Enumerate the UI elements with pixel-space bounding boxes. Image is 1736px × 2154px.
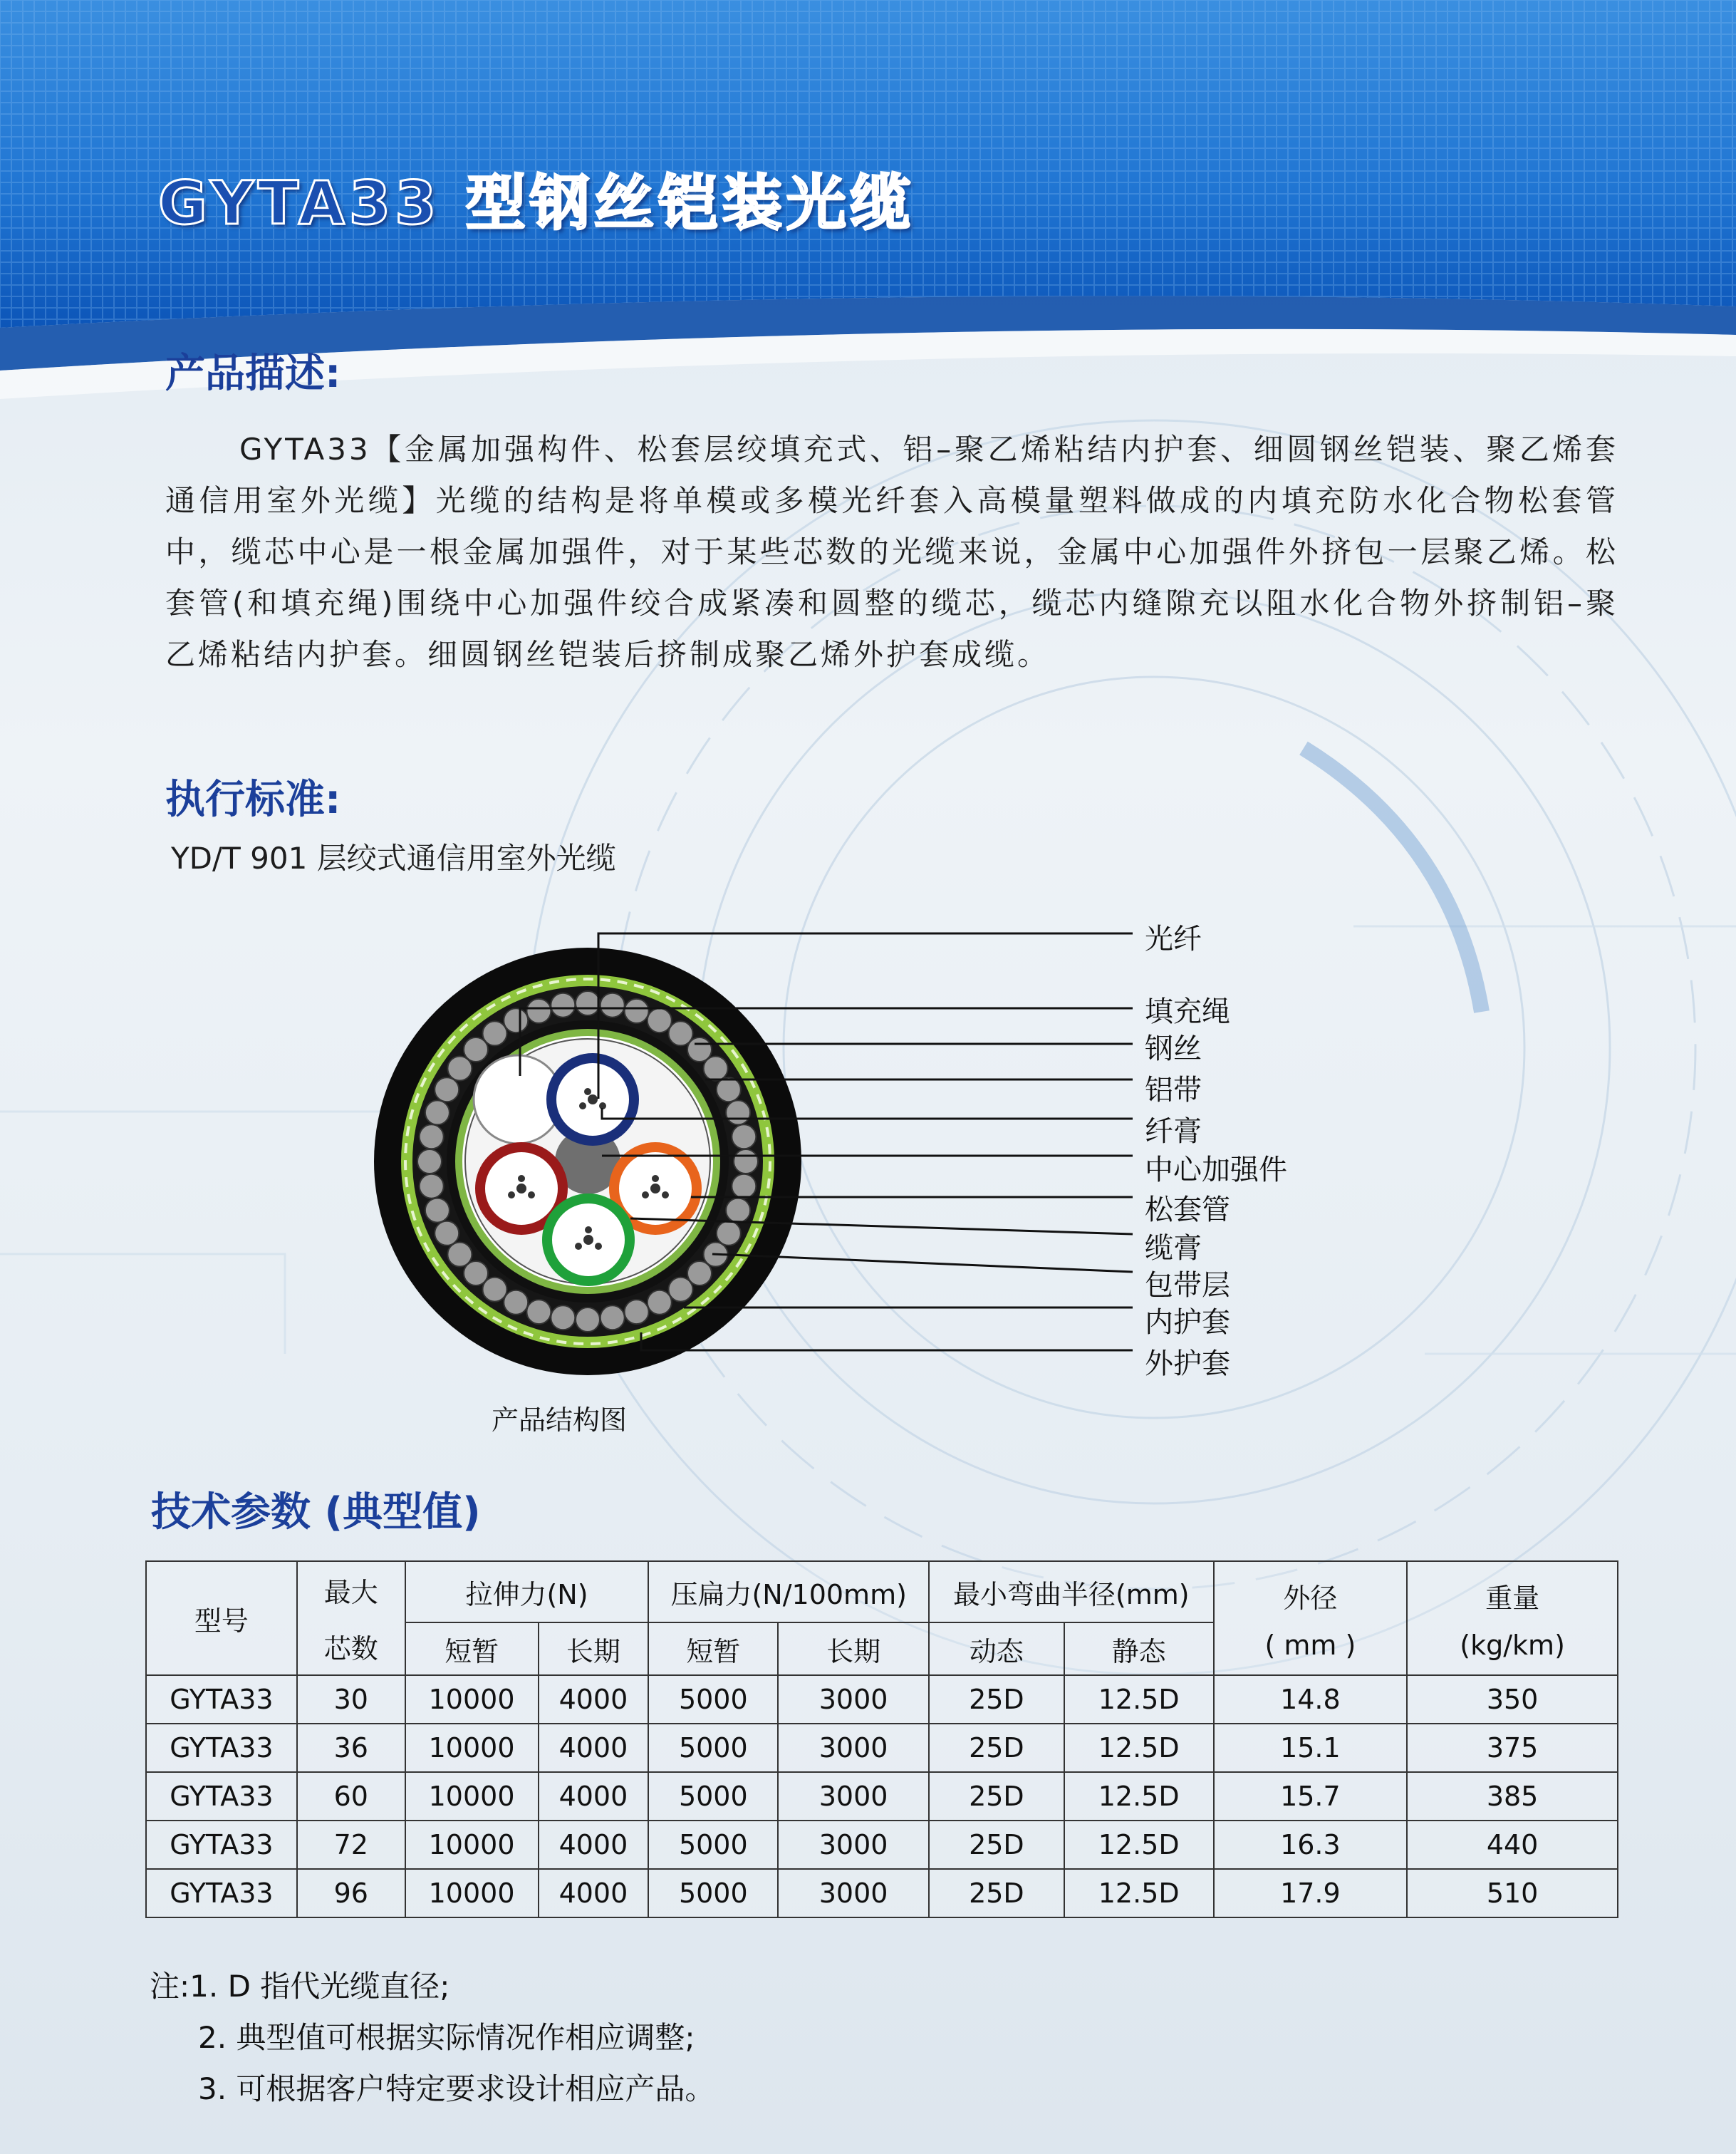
cell-tensile-long: 4000	[539, 1821, 649, 1869]
steel-wire	[551, 993, 575, 1018]
standard-heading: 执行标准:	[165, 777, 341, 823]
header-crush-short: 短暂	[648, 1622, 778, 1675]
cell-model: GYTA33	[146, 1724, 297, 1772]
cell-max-cores: 72	[297, 1821, 405, 1869]
cell-crush-short: 5000	[648, 1724, 778, 1772]
header-max-cores-line2: 芯数	[323, 1633, 378, 1664]
steel-wire	[625, 999, 649, 1023]
cell-max-cores: 30	[297, 1675, 405, 1724]
steel-wire	[732, 1174, 756, 1198]
cell-weight: 375	[1407, 1724, 1618, 1772]
header-max-cores	[297, 1561, 405, 1675]
steel-wire	[435, 1221, 459, 1246]
cell-crush-short: 5000	[648, 1821, 778, 1869]
cable-cross-section	[374, 948, 801, 1375]
steel-wire	[420, 1124, 444, 1149]
header-diameter-line2: ( mm )	[1264, 1629, 1356, 1661]
table-row	[146, 1772, 1618, 1821]
steel-wire	[483, 1021, 507, 1045]
header-crush: 压扁力(N/100mm)	[648, 1561, 929, 1622]
specs-heading: 技术参数 (典型值)	[151, 1489, 481, 1536]
cell-weight: 440	[1407, 1821, 1618, 1869]
diagram-caption: 产品结构图	[492, 1404, 628, 1436]
cell-diameter: 15.7	[1214, 1772, 1408, 1821]
steel-wire	[447, 1243, 472, 1267]
steel-wire	[704, 1057, 728, 1081]
cell-bend-static: 12.5D	[1064, 1869, 1214, 1917]
steel-wire	[425, 1100, 449, 1124]
specs-table	[145, 1560, 1618, 1918]
cell-bend-dynamic: 25D	[929, 1869, 1064, 1917]
steel-wire	[526, 999, 551, 1023]
cell-crush-long: 3000	[778, 1821, 929, 1869]
steel-wire	[726, 1100, 750, 1124]
table-header-row	[146, 1561, 1618, 1622]
header-weight-line1: 重量	[1485, 1582, 1540, 1614]
steel-wire	[648, 1008, 672, 1032]
label-loose-tube: 松套管	[1145, 1193, 1230, 1226]
table-row	[146, 1869, 1618, 1917]
steel-wire	[447, 1057, 472, 1081]
cell-diameter: 16.3	[1214, 1821, 1408, 1869]
cell-crush-long: 3000	[778, 1675, 929, 1724]
cell-crush-long: 3000	[778, 1724, 929, 1772]
cell-bend-dynamic: 25D	[929, 1724, 1064, 1772]
steel-wire	[504, 1008, 528, 1032]
steel-wire	[483, 1278, 507, 1302]
cell-tensile-short: 10000	[405, 1675, 539, 1724]
label-steel-wire: 钢丝	[1145, 1032, 1202, 1065]
steel-wire	[551, 1305, 575, 1330]
label-outer-sheath: 外护套	[1145, 1347, 1230, 1380]
label-fiber-gel: 纤膏	[1145, 1115, 1202, 1148]
cell-bend-dynamic: 25D	[929, 1675, 1064, 1724]
steel-wire	[576, 991, 600, 1015]
header-tensile: 拉伸力(N)	[405, 1561, 649, 1622]
cell-tensile-short: 10000	[405, 1869, 539, 1917]
steel-wire	[732, 1124, 756, 1149]
label-inner-sheath: 内护套	[1145, 1306, 1230, 1339]
header-max-cores-line1: 最大	[323, 1577, 378, 1608]
cell-tensile-short: 10000	[405, 1821, 539, 1869]
cell-bend-static: 12.5D	[1064, 1821, 1214, 1869]
cell-max-cores: 96	[297, 1869, 405, 1917]
steel-wire	[435, 1077, 459, 1102]
table-row	[146, 1724, 1618, 1772]
header-bend-static: 静态	[1064, 1622, 1214, 1675]
cell-model: GYTA33	[146, 1675, 297, 1724]
steel-wire	[420, 1174, 444, 1198]
cell-diameter: 14.8	[1214, 1675, 1408, 1724]
header-tensile-long: 长期	[539, 1622, 649, 1675]
cell-weight: 510	[1407, 1869, 1618, 1917]
label-aluminum-tape: 铝带	[1145, 1074, 1202, 1107]
cell-weight: 350	[1407, 1675, 1618, 1724]
steel-wire	[504, 1290, 528, 1315]
cell-bend-static: 12.5D	[1064, 1724, 1214, 1772]
header-weight-line2: (kg/km)	[1460, 1629, 1565, 1661]
standard-text: YD/T 901 层绞式通信用室外光缆	[171, 841, 616, 876]
steel-wire	[717, 1221, 741, 1246]
header-model: 型号	[146, 1561, 297, 1675]
header-weight	[1407, 1561, 1618, 1675]
steel-wire	[625, 1300, 649, 1324]
cell-bend-dynamic: 25D	[929, 1772, 1064, 1821]
label-cable-gel: 缆膏	[1145, 1232, 1202, 1265]
cell-crush-short: 5000	[648, 1772, 778, 1821]
note-3: 3. 可根据客户特定要求设计相应产品。	[198, 2071, 715, 2106]
cell-max-cores: 60	[297, 1772, 405, 1821]
description-text: GYTA33【金属加强构件、松套层绞填充式、铝–聚乙烯粘结内护套、细圆钢丝铠装、聚乙烯套通信用室外光缆】光缆的结构是将单模或多模光纤套入高模量塑料做成的内填充防水化合物松套管中，缆芯中心是一根金属加强件，对于某些芯数的光缆来说，金属中心加强件外挤包一层聚乙烯。松套管(和填充绳)围绕中心加强件绞合成紧凑和圆整的缆芯，缆芯内缝隙充以阻水化合物外挤制铝–聚乙烯粘结内护套。细圆钢丝铠装后挤制成聚乙烯外护套成缆。	[165, 432, 1618, 672]
cell-tensile-long: 4000	[539, 1772, 649, 1821]
cell-diameter: 17.9	[1214, 1869, 1408, 1917]
cell-weight: 385	[1407, 1772, 1618, 1821]
steel-wire	[526, 1300, 551, 1324]
cell-bend-static: 12.5D	[1064, 1675, 1214, 1724]
cell-diameter: 15.1	[1214, 1724, 1408, 1772]
label-filler-rope: 填充绳	[1145, 995, 1230, 1028]
steel-wire	[464, 1037, 488, 1062]
cell-crush-long: 3000	[778, 1869, 929, 1917]
steel-wire	[717, 1077, 741, 1102]
cell-tensile-long: 4000	[539, 1675, 649, 1724]
cell-bend-static: 12.5D	[1064, 1772, 1214, 1821]
steel-wire	[726, 1198, 750, 1223]
header-diameter-line1: 外径	[1283, 1582, 1338, 1614]
cell-tensile-long: 4000	[539, 1724, 649, 1772]
steel-wire	[648, 1290, 672, 1315]
cell-model: GYTA33	[146, 1772, 297, 1821]
steel-wire	[669, 1278, 693, 1302]
label-wrapping-layer: 包带层	[1145, 1269, 1230, 1302]
description-heading: 产品描述:	[165, 351, 341, 397]
label-optical-fiber: 光纤	[1145, 923, 1202, 956]
table-row	[146, 1675, 1618, 1724]
steel-wire	[425, 1198, 449, 1223]
header-tensile-short: 短暂	[405, 1622, 539, 1675]
steel-wire	[417, 1149, 442, 1174]
steel-wire	[601, 993, 625, 1018]
note-1: 注:1. D 指代光缆直径;	[150, 1969, 450, 2004]
cell-crush-long: 3000	[778, 1772, 929, 1821]
cell-tensile-long: 4000	[539, 1869, 649, 1917]
steel-wire	[576, 1308, 600, 1332]
cell-max-cores: 36	[297, 1724, 405, 1772]
note-2: 2. 典型值可根据实际情况作相应调整;	[198, 2020, 695, 2055]
cell-crush-short: 5000	[648, 1675, 778, 1724]
notes	[150, 1961, 714, 2115]
page-title: GYTA33 型钢丝铠装光缆	[158, 168, 915, 238]
cell-crush-short: 5000	[648, 1869, 778, 1917]
steel-wire	[687, 1037, 712, 1062]
cell-model: GYTA33	[146, 1821, 297, 1869]
steel-wire	[669, 1021, 693, 1045]
steel-wire	[464, 1261, 488, 1285]
header-bend-dynamic: 动态	[929, 1622, 1064, 1675]
header-bend-radius: 最小弯曲半径(mm)	[929, 1561, 1214, 1622]
steel-wire	[734, 1149, 758, 1174]
steel-wire	[601, 1305, 625, 1330]
header-crush-long: 长期	[778, 1622, 929, 1675]
label-central-strength-member: 中心加强件	[1145, 1154, 1287, 1186]
cell-model: GYTA33	[146, 1869, 297, 1917]
cell-tensile-short: 10000	[405, 1724, 539, 1772]
steel-wire	[687, 1261, 712, 1285]
cell-tensile-short: 10000	[405, 1772, 539, 1821]
table-row	[146, 1821, 1618, 1869]
header-diameter	[1214, 1561, 1408, 1675]
cell-bend-dynamic: 25D	[929, 1821, 1064, 1869]
